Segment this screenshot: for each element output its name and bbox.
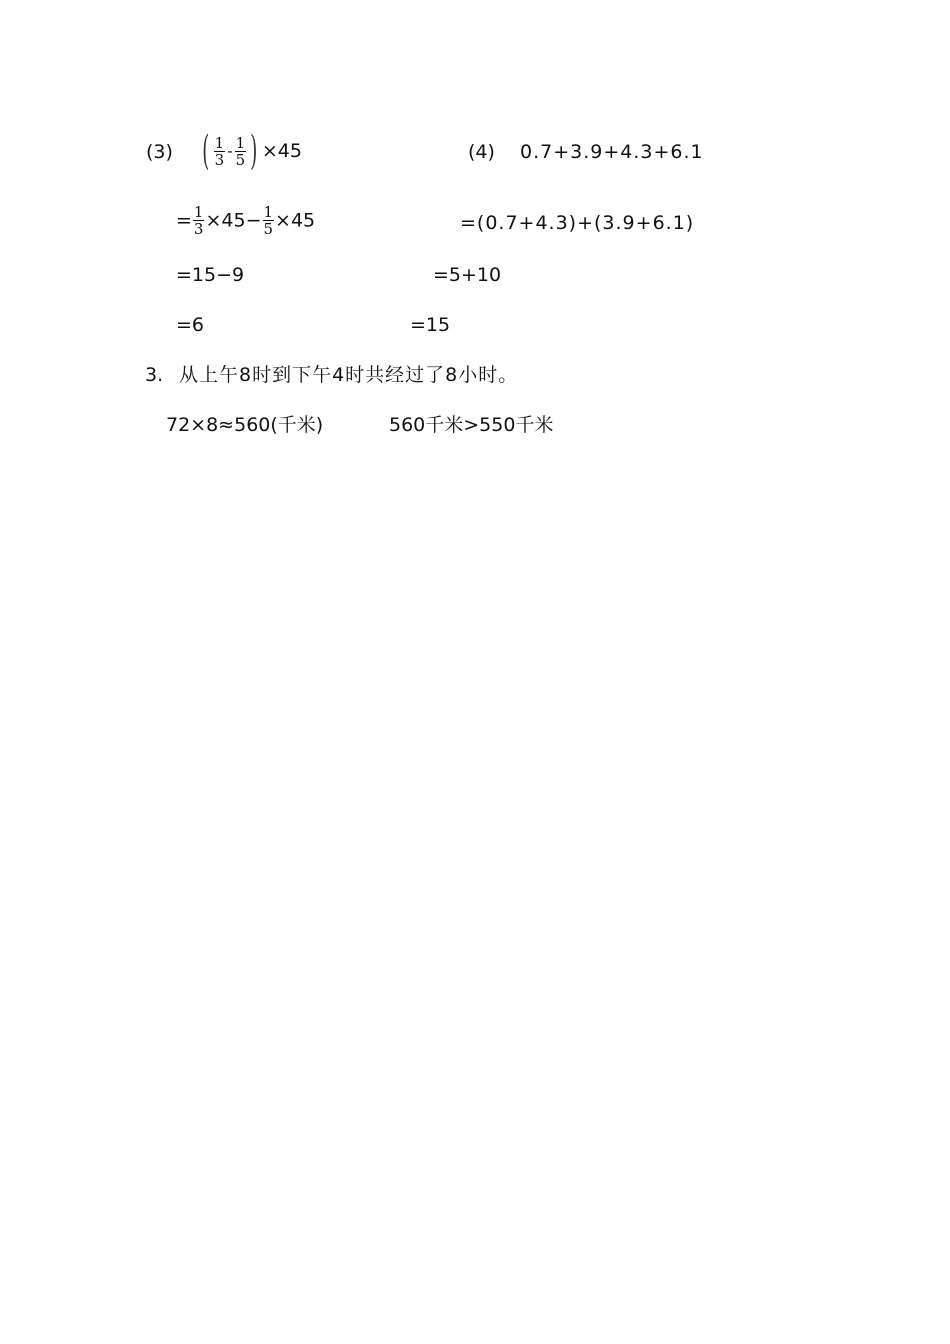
fraction-numerator: 1 bbox=[263, 203, 274, 221]
problem-4-label: (4) bbox=[468, 141, 495, 163]
equals-sign: = bbox=[176, 209, 192, 232]
fraction-denominator: 3 bbox=[193, 220, 204, 238]
fraction-one-fifth bbox=[235, 135, 247, 168]
fraction-one-fifth bbox=[263, 204, 275, 237]
fraction-numerator: 1 bbox=[214, 133, 225, 152]
left-paren: ( bbox=[202, 128, 210, 174]
problem-3-step-3: =6 bbox=[176, 314, 205, 336]
fraction-one-third bbox=[193, 204, 205, 237]
problem-3-label: (3) bbox=[146, 141, 173, 163]
fraction-numerator: 1 bbox=[193, 203, 204, 221]
problem-3-expression bbox=[198, 128, 302, 174]
word-problem-number: 3. bbox=[145, 364, 164, 386]
fraction-denominator: 5 bbox=[235, 150, 246, 169]
minus-sign: - bbox=[227, 142, 233, 160]
problem-3-step-1 bbox=[176, 204, 315, 237]
fraction-denominator: 3 bbox=[214, 150, 225, 169]
times-45-minus: ×45− bbox=[205, 209, 262, 232]
problem-3-step-2: =15−9 bbox=[176, 264, 245, 286]
times-45: ×45 bbox=[261, 140, 302, 162]
problem-4-expression: 0.7+3.9+4.3+6.1 bbox=[520, 141, 704, 163]
word-problem-comparison: 560千米>550千米 bbox=[389, 414, 554, 436]
fraction-denominator: 5 bbox=[263, 220, 274, 238]
problem-4-step-2: =5+10 bbox=[433, 264, 502, 286]
word-problem-calculation: 72×8≈560(千米) bbox=[166, 414, 324, 436]
problem-4-step-3: =15 bbox=[410, 314, 451, 336]
problem-4-step-1: =(0.7+4.3)+(3.9+6.1) bbox=[460, 212, 695, 234]
word-problem-statement: 从上午8时到下午4时共经过了8小时。 bbox=[179, 364, 519, 386]
times-45: ×45 bbox=[275, 209, 316, 232]
fraction-one-third bbox=[214, 135, 226, 168]
fraction-numerator: 1 bbox=[235, 133, 246, 152]
right-paren: ) bbox=[250, 128, 258, 174]
